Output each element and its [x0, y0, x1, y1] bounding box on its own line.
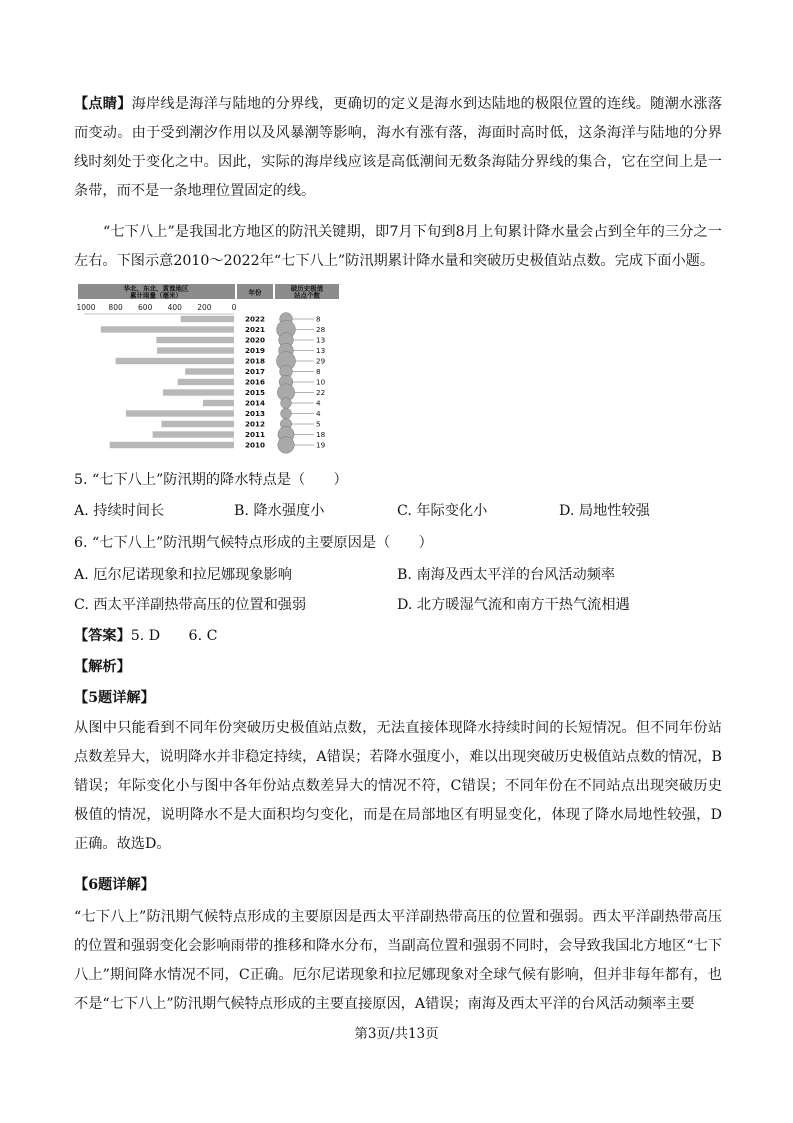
x-tick-label: 400: [167, 303, 182, 312]
rain-bar: [126, 410, 234, 416]
rain-bar: [110, 442, 234, 448]
detail5-tag: 【5题详解】: [74, 690, 155, 706]
x-tick-label: 800: [108, 303, 123, 312]
q6-option-d: D. 北方暖湿气流和南方干热气流相遇: [397, 597, 630, 613]
station-count-label: 22: [316, 388, 326, 398]
right-header-line2: 站点个数: [294, 291, 320, 300]
q6-option-c: C. 西太平洋副热带高压的位置和强弱: [74, 597, 307, 613]
detail6-tag: 【6题详解】: [74, 877, 155, 893]
q5-option-c: C. 年际变化小: [397, 503, 488, 519]
middle-header: 年份: [248, 288, 262, 297]
year-label: 2011: [244, 430, 266, 440]
station-bubble: [281, 408, 292, 419]
station-count-label: 5: [316, 419, 321, 429]
x-tick-label: 1000: [76, 303, 96, 312]
year-label: 2015: [244, 388, 266, 398]
x-tick-label: 200: [197, 303, 212, 312]
dianjing-paragraph: [74, 90, 722, 206]
station-bubble: [278, 437, 295, 454]
left-header-line2: 累计雨量（毫米）: [130, 291, 182, 300]
page-footer: 第3页/共13页: [354, 1026, 439, 1042]
q5-option-a: A. 持续时间长: [74, 503, 165, 519]
dianjing-tag: 【点睛】: [74, 96, 132, 112]
rain-bar: [181, 316, 234, 322]
detail5-text: 从图中只能看到不同年份突破历史极值站点数，无法直接体现降水持续时间的长短情况。但不同年份站点数差异大，说明降水并非稳定持续，A错误；若降水强度小，难以出现突破历史极值站点数的情况，B错误；年际变化小与图中各年份站点数差异大的情况不符，C错误；不同年份在不同站点出现突破历史极值的情况，说明降水不是大面积均匀变化，而是在局部地区有明显变化，体现了降水局地性较强，D正确。故选D。: [74, 720, 722, 852]
q6-stem: 6. “七下八上”防汛期气候特点形成的主要原因是（ ）: [74, 535, 433, 551]
year-label: 2020: [244, 335, 266, 345]
rain-bar: [203, 400, 234, 406]
q5-option-d: D. 局地性较强: [559, 503, 650, 519]
year-label: 2014: [244, 398, 266, 408]
dianjing-text: 海岸线是海洋与陆地的分界线，更确切的定义是海水到达陆地的极限位置的连线。随潮水涨落而变动。由于受到潮汐作用以及风暴潮等影响，海水有涨有落，海面时高时低，这条海洋与陆地的分界线时刻处于变化之中。因此，实际的海岸线应该是高低潮间无数条海陆分界线的集合，它在空间上是一条带，而不是一条地理位置固定的线。: [74, 96, 722, 199]
station-count-label: 29: [316, 356, 326, 366]
q5-option-b: B. 降水强度小: [234, 503, 325, 519]
rain-bar: [157, 347, 234, 353]
rain-bar: [101, 326, 234, 332]
rain-bar: [116, 358, 234, 364]
year-label: 2022: [244, 314, 266, 324]
station-count-label: 4: [316, 398, 321, 408]
rain-bar: [161, 421, 234, 427]
analysis-tag: 【解析】: [74, 659, 131, 675]
detail6-text: “七下八上”防汛期气候特点形成的主要原因是西太平洋副热带高压的位置和强弱。西太平洋副热带高压的位置和强弱变化会影响雨带的推移和降水分布，当副高位置和强弱不同时，会导致我国北方地区“七下八上”期间降水情况不同，C正确。厄尔尼诺现象和拉尼娜现象对全球气候有影响，但并非每年都有，也不是“七下八上”防汛期气候特点形成的主要直接原因，A错误；南海及西太平洋的台风活动频率主要: [74, 909, 722, 1012]
station-count-label: 8: [316, 314, 321, 324]
station-bubble: [281, 398, 292, 409]
station-count-label: 8: [316, 367, 321, 377]
year-label: 2017: [244, 367, 266, 377]
rainfall-chart: [74, 281, 342, 457]
rain-bar: [185, 368, 234, 374]
answer-text: 5. D 6. C: [130, 628, 218, 644]
station-count-label: 4: [316, 409, 321, 419]
x-tick-label: 600: [138, 303, 153, 312]
station-count-label: 18: [316, 430, 326, 440]
rain-bar: [156, 337, 234, 343]
rain-bar: [153, 431, 234, 437]
year-label: 2021: [244, 325, 266, 335]
left-header-line1: 华北、东北、黄淮地区: [123, 284, 189, 293]
q5-stem: 5. “七下八上”防汛期的降水特点是（ ）: [74, 472, 348, 488]
year-label: 2019: [244, 346, 266, 356]
year-label: 2013: [244, 409, 266, 419]
q6-option-a: A. 厄尔尼诺现象和拉尼娜现象影响: [74, 567, 292, 583]
answer-line: [74, 625, 217, 647]
station-count-label: 13: [316, 346, 326, 356]
year-label: 2016: [244, 377, 266, 387]
right-header-line1: 破历史极值: [290, 284, 324, 293]
rain-bar: [178, 379, 234, 385]
year-label: 2012: [244, 419, 266, 429]
station-count-label: 13: [316, 335, 326, 345]
intro-paragraph: “七下八上”是我国北方地区的防汛关键期，即7月下旬到8月上旬累计降水量会占到全年的三分之一左右。下图示意2010～2022年“七下八上”防汛期累计降水量和突破历史极值站点数。完成下面小题。: [74, 224, 722, 269]
station-count-label: 28: [316, 325, 326, 335]
x-tick-label: 0: [231, 303, 237, 312]
year-label: 2010: [244, 440, 266, 450]
station-count-label: 19: [316, 440, 326, 450]
q6-option-b: B. 南海及西太平洋的台风活动频率: [397, 567, 616, 583]
year-label: 2018: [244, 356, 266, 366]
rain-bar: [163, 389, 234, 395]
answer-tag: 【答案】: [74, 628, 131, 644]
station-count-label: 10: [316, 377, 326, 387]
